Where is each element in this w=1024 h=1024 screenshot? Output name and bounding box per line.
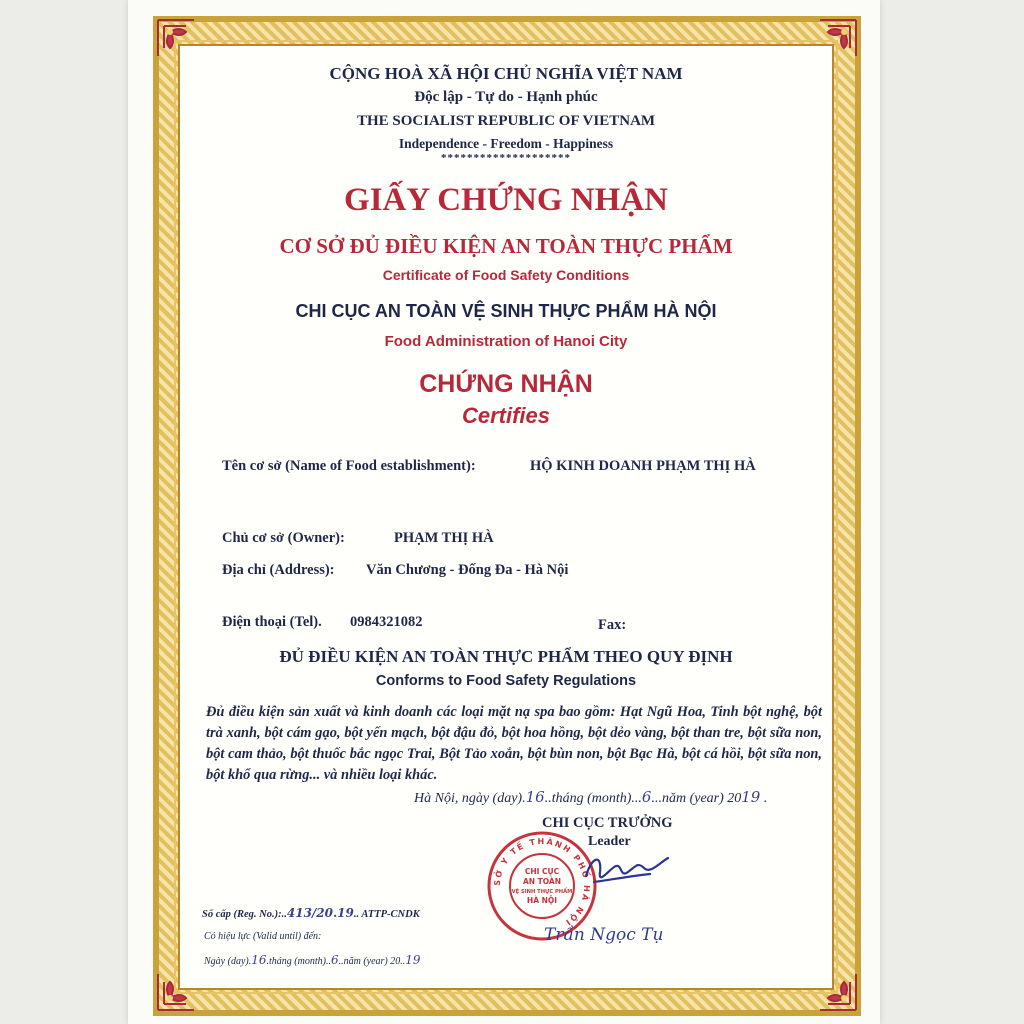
fax-label: Fax: <box>598 617 627 633</box>
country-name-vi: CỘNG HOÀ XÃ HỘI CHỦ NGHĨA VIỆT NAM <box>329 64 683 83</box>
valid-until-label: Có hiệu lực (Valid until) đến: <box>204 931 322 942</box>
date-year: 19 <box>741 788 761 806</box>
date-month: 6 <box>641 788 652 806</box>
valid-day-label: Ngày (day) <box>204 956 249 967</box>
reg-suffix: ATTP-CNDK <box>361 909 420 920</box>
valid-year-label: năm (year) 20.. <box>343 956 406 967</box>
signer-title-vi: CHI CỤC TRƯỞNG <box>542 815 673 831</box>
valid-month: 6 <box>330 953 339 967</box>
registration-line: Số cấp (Reg. No.):..413/20.19.. ATTP-CNDK <box>202 906 420 920</box>
establishment-label: Tên cơ sở (Name of Food establishment): <box>222 458 476 474</box>
signer-title-en: Leader <box>588 834 631 849</box>
issuer-name-vi: CHI CỤC AN TOÀN VỆ SINH THỰC PHẨM HÀ NỘI <box>295 301 717 321</box>
establishment-value: HỘ KINH DOANH PHẠM THỊ HÀ <box>530 458 756 474</box>
stamp-line-3: VỆ SINH THỰC PHẨM <box>511 889 573 895</box>
valid-month-label: tháng (month).. <box>269 956 331 967</box>
date-day: 16 <box>525 788 545 806</box>
date-year-label: năm (year) 20 <box>661 791 742 806</box>
owner-value: PHẠM THỊ HÀ <box>394 530 494 546</box>
header-stars-divider: ******************** <box>441 152 571 164</box>
stamp-ring-text: SỞ Y TẾ THÀNH PHỐ HÀ NỘI <box>492 836 592 928</box>
address-label: Địa chỉ (Address): <box>222 562 335 578</box>
signer-name: Trần Ngọc Tụ <box>544 925 664 945</box>
stamp-line-4: HÀ NỘI <box>526 896 558 905</box>
reg-value: 413/20.19 <box>286 906 354 920</box>
tel-value: 0984321082 <box>350 614 423 630</box>
date-prefix: Hà Nội, ngày (day) <box>414 791 523 806</box>
conforms-heading-en: Conforms to Food Safety Regulations <box>375 673 637 689</box>
issuer-name-en: Food Administration of Hanoi City <box>384 333 628 350</box>
conforms-heading-vi: ĐỦ ĐIỀU KIỆN AN TOÀN THỰC PHẨM THEO QUY ĐỊNH <box>279 647 733 666</box>
valid-until-line: Ngày (day).16.tháng (month)..6..năm (year) 20..19 <box>204 953 421 967</box>
address-value: Văn Chương - Đống Đa - Hà Nội <box>366 562 569 578</box>
valid-day: 16 <box>251 953 267 967</box>
stamp-line-2: AN TOÀN <box>522 877 562 886</box>
valid-year: 19 <box>405 953 421 967</box>
issue-date-line: Hà Nội, ngày (day).16..tháng (month)...6...năm (year) 2019 . <box>414 788 768 806</box>
corner-ornament-icon <box>818 972 858 1012</box>
corner-ornament-icon <box>156 18 196 58</box>
motto-vi: Độc lập - Tự do - Hạnh phúc <box>414 89 598 105</box>
product-description: Đủ điều kiện sản xuất và kinh doanh các loại mặt nạ spa bao gồm: Hạt Ngũ Hoa, Tinh bột nghệ, bột trà xanh, bột cám gạo, bột yến mạch, bột đậu đỏ, bột hoa hồng, bột dẻo vàng, bột than tre, bột sữa non, bột cam thảo, bột thuốc bắc ngọc Trai, Bột Tảo xoắn, bột bùn non, bột Bạc Hà, bột cá hồi, bột sữa non, bột khổ qua rừng... và nhiều loại khác. <box>206 704 822 783</box>
owner-label: Chủ cơ sở (Owner): <box>222 530 345 546</box>
tel-label: Điện thoại (Tel). <box>222 614 322 630</box>
corner-ornament-icon <box>818 18 858 58</box>
date-month-label: tháng (month) <box>551 791 632 806</box>
corner-ornament-icon <box>156 972 196 1012</box>
handwritten-signature <box>580 846 672 894</box>
certificate-subtitle-vi: CƠ SỞ ĐỦ ĐIỀU KIỆN AN TOÀN THỰC PHẨM <box>279 234 733 258</box>
country-name-en: THE SOCIALIST REPUBLIC OF VIETNAM <box>356 113 656 129</box>
certificate-title-vi: GIẤY CHỨNG NHẬN <box>344 182 668 218</box>
certifies-heading-vi: CHỨNG NHẬN <box>419 370 593 398</box>
motto-en: Independence - Freedom - Happiness <box>398 136 614 151</box>
stamp-line-1: CHI CỤC <box>524 867 560 876</box>
certificate-subtitle-en: Certificate of Food Safety Conditions <box>382 267 630 283</box>
reg-label: Số cấp (Reg. No.): <box>202 909 282 920</box>
certifies-heading-en: Certifies <box>461 403 551 428</box>
